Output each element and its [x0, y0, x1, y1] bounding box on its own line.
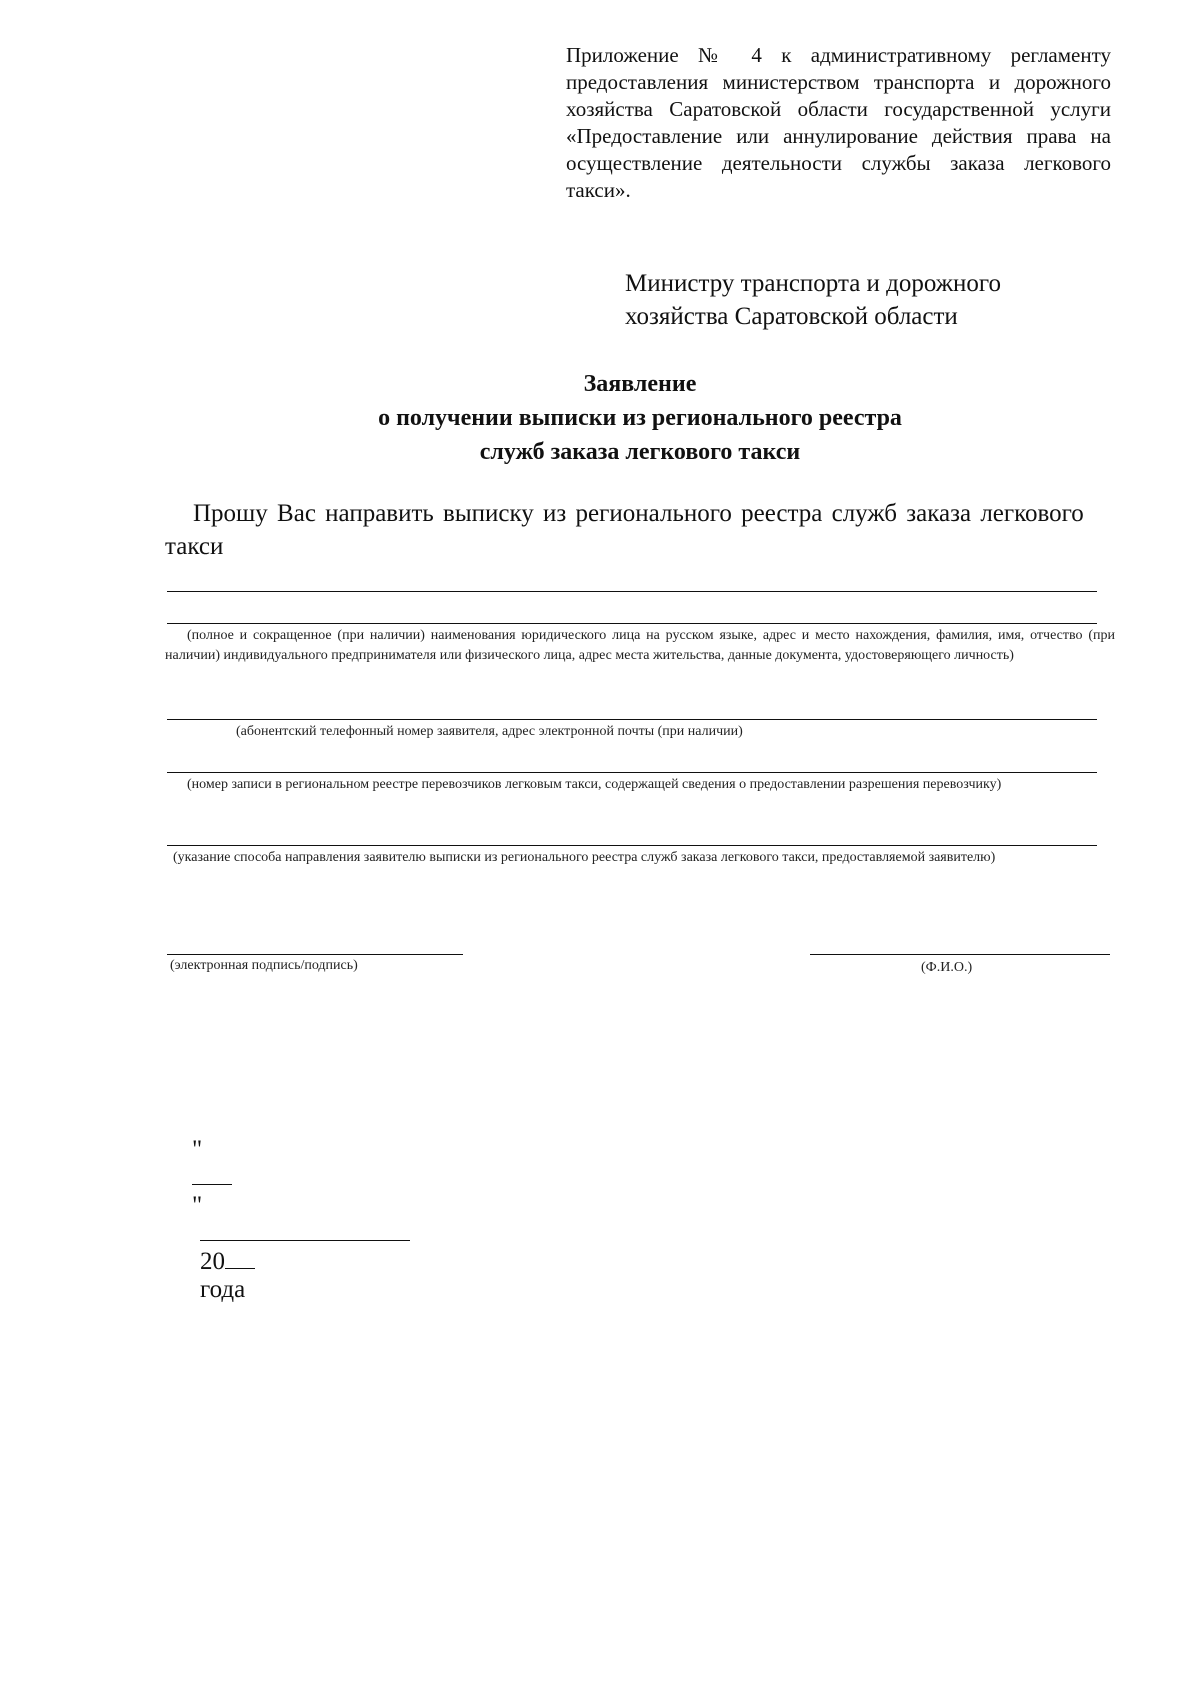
day-close-quote: "	[192, 1192, 203, 1219]
full-name-line[interactable]	[810, 954, 1110, 955]
registry-record-line[interactable]	[167, 772, 1097, 773]
signature-line[interactable]	[167, 954, 463, 955]
month-blank[interactable]	[200, 1240, 410, 1241]
registry-record-caption: (номер записи в региональном реестре перевозчиков легковым такси, содержащей сведения о предоставлении разрешения перевозчику)	[187, 777, 1002, 792]
applicant-details-caption: (полное и сокращенное (при наличии) наименования юридического лица на русском языке, адрес и место нахождения, фамилия, имя, отчество (при наличии) индивидуального предпринимателя или физического лица, адрес места жительства, данные документа, удостоверяющего личность)	[165, 628, 1115, 663]
full-name-caption: (Ф.И.О.)	[921, 960, 973, 975]
delivery-method-caption: (указание способа направления заявителю выписки из регионального реестра служб заказа легкового такси, предоставляемой заявителю)	[173, 850, 996, 865]
year-suffix: года	[200, 1276, 246, 1303]
addressee-line-1: Министру транспорта и дорожного	[625, 270, 1002, 297]
title-line-2: о получении выписки из регионального реестра	[378, 405, 902, 431]
date-field	[167, 1108, 410, 1332]
addressee-block	[625, 267, 1105, 333]
year-prefix: 20	[200, 1248, 225, 1275]
title-line-3: служб заказа легкового такси	[479, 439, 801, 465]
day-open-quote: "	[192, 1136, 203, 1163]
request-paragraph: Прошу Вас направить выписку из регионального реестра служб заказа легкового такси	[165, 500, 1084, 560]
addressee-line-2: хозяйства Саратовской области	[625, 303, 958, 330]
delivery-method-line[interactable]	[167, 845, 1097, 846]
contact-details-line[interactable]	[167, 719, 1097, 720]
year-blank[interactable]	[225, 1268, 255, 1269]
day-blank[interactable]	[192, 1184, 232, 1185]
appendix-reference: Приложение № 4 к административному регламенту предоставления министерством транспорта и дорожного хозяйства Саратовской области государственной услуги «Предоставление или аннулирование действия права на осуществление деятельности службы заказа легкового такси».	[566, 43, 1111, 202]
applicant-details-line-1[interactable]	[167, 591, 1097, 592]
contact-details-caption: (абонентский телефонный номер заявителя, адрес электронной почты (при наличии)	[236, 724, 743, 739]
signature-caption: (электронная подпись/подпись)	[170, 958, 358, 973]
title-line-1: Заявление	[583, 371, 697, 397]
applicant-details-line-2[interactable]	[167, 623, 1097, 624]
document-title	[200, 367, 1080, 469]
